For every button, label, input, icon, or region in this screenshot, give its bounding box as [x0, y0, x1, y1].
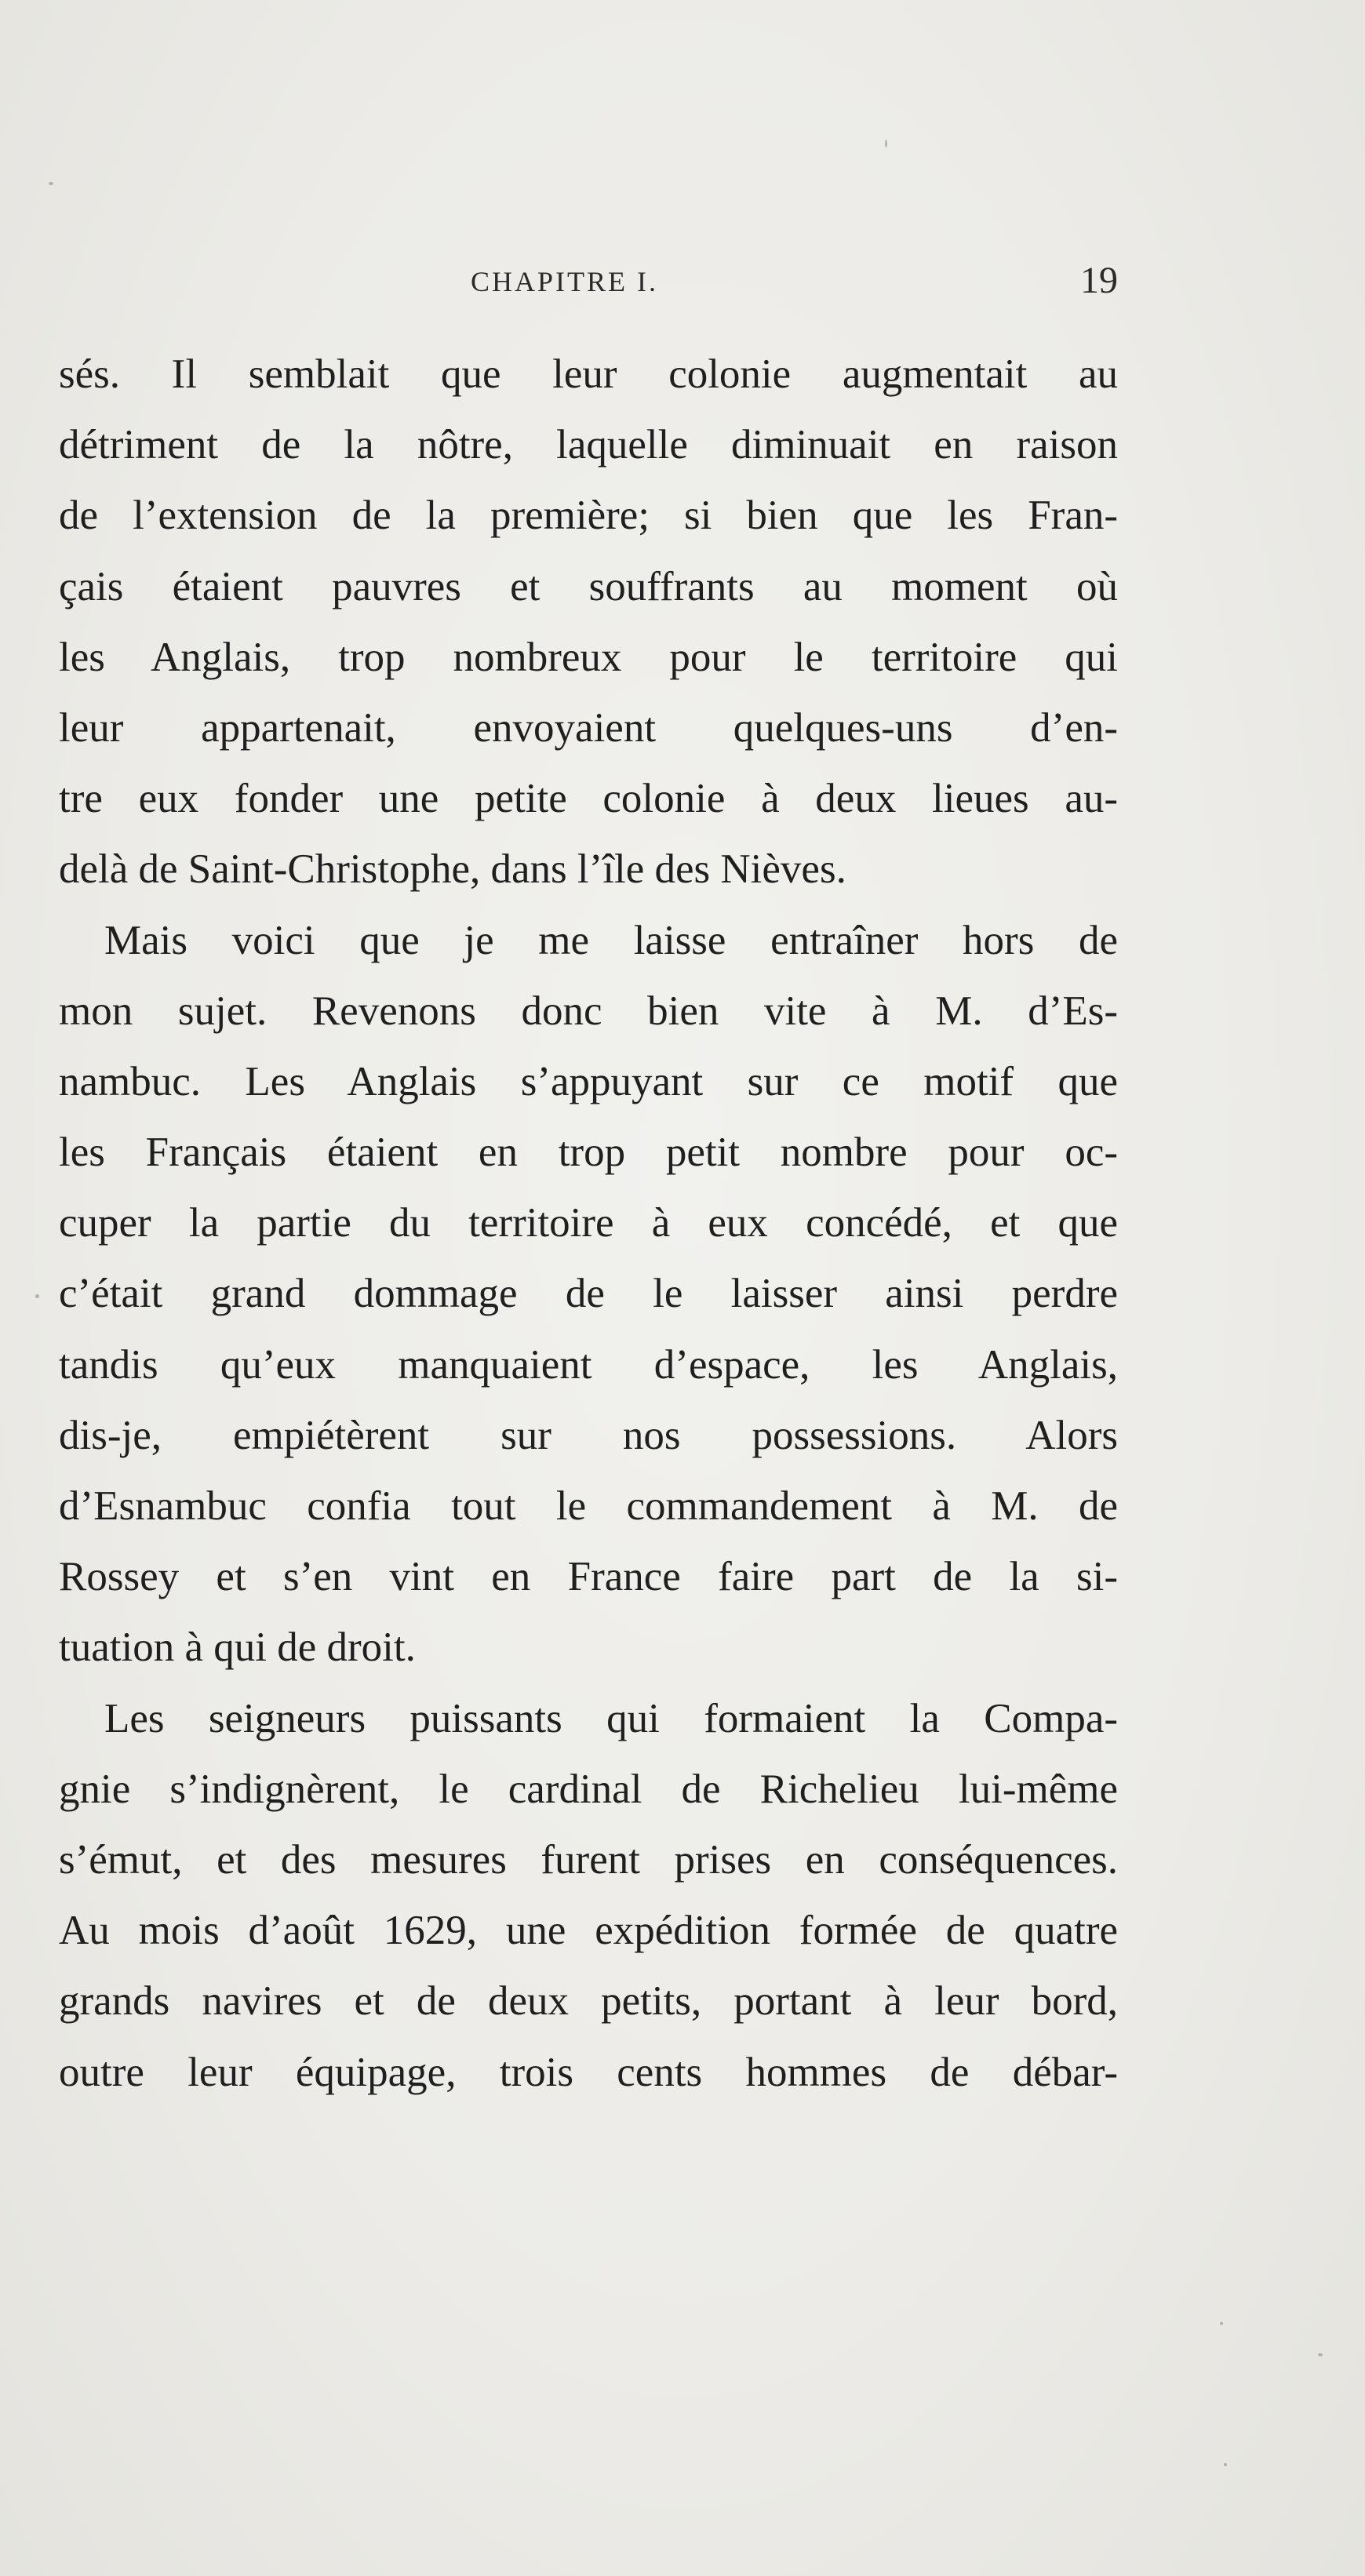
text-line: Rossey et s’en vint en France faire part de la si-	[59, 1554, 1118, 1600]
text-line: çais étaient pauvres et souffrants au moment où	[59, 563, 1118, 609]
paper-speck	[49, 182, 53, 185]
text-line: dis-je, empiétèrent sur nos possessions. Alors	[59, 1412, 1118, 1458]
paper-speck	[1224, 2463, 1227, 2466]
text-line: grands navires et de deux petits, portant à leur bord,	[59, 1978, 1118, 2025]
paragraph-2	[59, 905, 1118, 1683]
text-line: Mais voici que je me laisse entraîner hors de	[104, 917, 1118, 963]
text-line: d’Esnambuc confia tout le commandement à M. de	[59, 1483, 1118, 1529]
text-line: détriment de la nôtre, laquelle diminuait en raison	[59, 422, 1118, 468]
paper-speck	[1220, 2322, 1223, 2325]
text-line: de l’extension de la première; si bien que les Fran-	[59, 493, 1118, 539]
paper-speck	[35, 1294, 39, 1298]
text-line: mon sujet. Revenons donc bien vite à M. d’Es-	[59, 988, 1118, 1034]
paragraph-1	[59, 339, 1118, 905]
text-line: delà de Saint-Christophe, dans l’île des Nièves.	[59, 846, 846, 893]
text-line: les Anglais, trop nombreux pour le territoire qui	[59, 634, 1118, 680]
text-line: Au mois d’août 1629, une expédition formée de quatre	[59, 1908, 1118, 1954]
body-text	[59, 339, 1118, 2108]
text-line: c’était grand dommage de le laisser ainsi perdre	[59, 1271, 1118, 1317]
text-line: tre eux fonder une petite colonie à deux lieues au-	[59, 776, 1118, 822]
paragraph-3	[59, 1683, 1118, 2108]
text-line: sés. Il semblait que leur colonie augmentait au	[59, 351, 1118, 397]
text-line: s’émut, et des mesures furent prises en conséquences.	[59, 1836, 1118, 1883]
paper-speck	[885, 140, 887, 147]
text-line: tandis qu’eux manquaient d’espace, les Anglais,	[59, 1341, 1118, 1388]
text-line: outre leur équipage, trois cents hommes de débar-	[59, 2049, 1118, 2095]
text-line: nambuc. Les Anglais s’appuyant sur ce motif que	[59, 1058, 1118, 1104]
text-line: tuation à qui de droit.	[59, 1625, 416, 1671]
text-line: leur appartenait, envoyaient quelques-uns d’en-	[59, 704, 1118, 751]
text-line: cuper la partie du territoire à eux concédé, et que	[59, 1200, 1118, 1246]
running-head: CHAPITRE I.	[471, 266, 658, 297]
paper-speck	[1318, 2353, 1323, 2356]
text-line: les Français étaient en trop petit nombre pour oc-	[59, 1130, 1118, 1176]
text-line: Les seigneurs puissants qui formaient la Compa-	[104, 1695, 1118, 1741]
page-number: 19	[1080, 260, 1118, 301]
page-header	[59, 259, 1118, 306]
text-line: gnie s’indignèrent, le cardinal de Richelieu lui-même	[59, 1766, 1118, 1812]
